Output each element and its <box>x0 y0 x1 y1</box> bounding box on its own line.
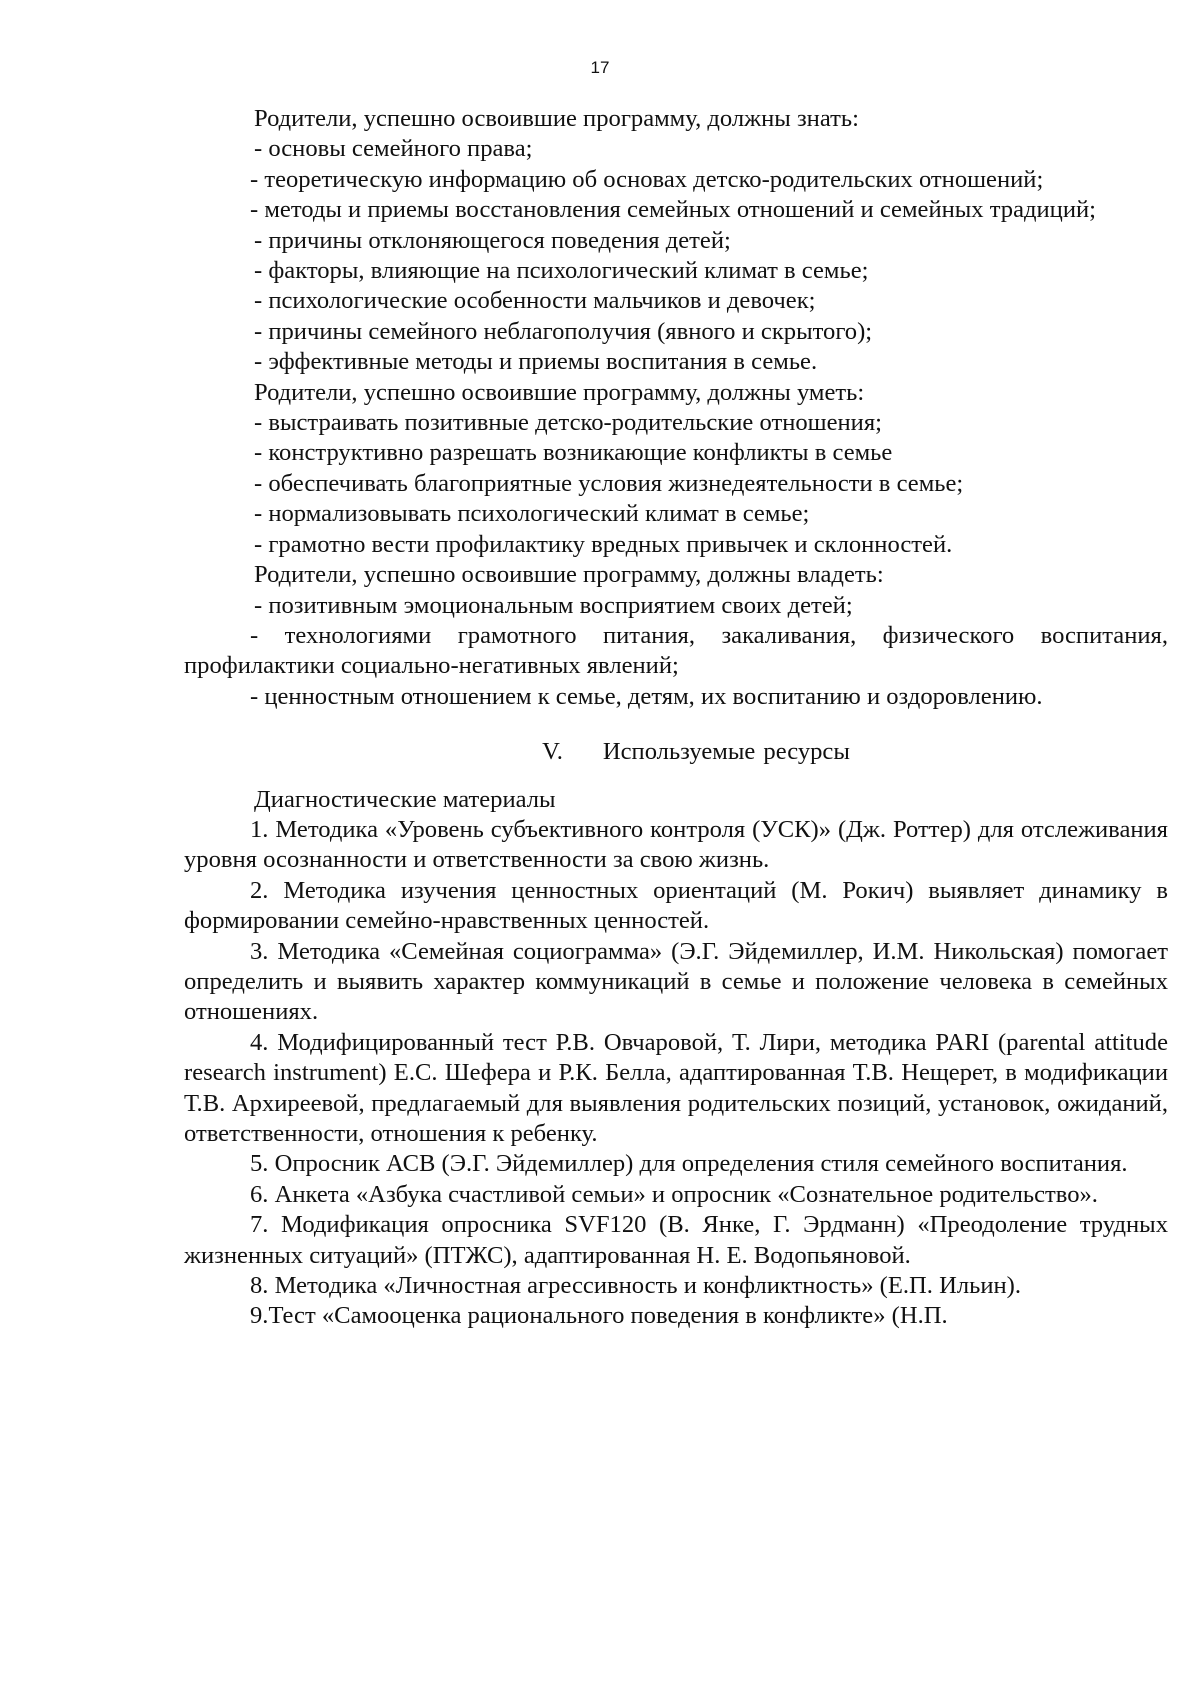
diagnostics-heading: Диагностические материалы <box>254 785 556 813</box>
know-intro: Родители, успешно освоившие программу, должны знать: <box>254 105 859 132</box>
can-intro: Родители, успешно освоившие программу, должны уметь: <box>254 378 865 406</box>
list-item: - факторы, влияющие на психологический климат в семье; <box>254 257 869 285</box>
list-item: - эффективные методы и приемы воспитания в семье. <box>254 348 818 376</box>
section-number: V. <box>542 738 563 766</box>
list-item: - обеспечивать благоприятные условия жизнедеятельности в семье; <box>254 469 964 497</box>
list-item: - позитивным эмоциональным восприятием своих детей; <box>254 591 853 619</box>
diagnostic-item: 5. Опросник АСВ (Э.Г. Эйдемиллер) для определения стиля семейного воспитания. <box>250 1150 1128 1178</box>
list-item: - выстраивать позитивные детско-родительские отношения; <box>254 409 882 437</box>
diagnostic-item: 4. Модифицированный тест Р.В. Овчаровой, Т. Лири, методика PARI (parental attitude research instrument) Е.С. Шефера и Р.К. Белла, адаптированная Т.В. Нещерет, в модификации Т.В. Архиреевой, предлагаемый для выявления родительских позиций, установок, ожиданий, ответственности, отношения к ребенку. <box>184 1028 1168 1147</box>
list-item: - основы семейного права; <box>254 135 533 163</box>
diagnostic-item: 9.Тест «Самооценка рационального поведения в конфликте» (Н.П. <box>250 1302 948 1330</box>
diagnostic-item: 7. Модификация опросника SVF120 (В. Янке, Г. Эрдманн) «Преодоление трудных жизненных ситуаций» (ПТЖС), адаптированная Н. Е. Водопьяновой. <box>184 1211 1168 1269</box>
page-body <box>184 104 1168 1332</box>
page-number: 17 <box>590 58 610 77</box>
diagnostic-item: 2. Методика изучения ценностных ориентаций (М. Рокич) выявляет динамику в формировании семейно-нравственных ценностей. <box>184 876 1168 935</box>
section-heading <box>184 737 1168 767</box>
list-item: - методы и приемы восстановления семейных отношений и семейных традиций; <box>250 196 1096 224</box>
diagnostic-item: 6. Анкета «Азбука счастливой семьи» и опросник «Сознательное родительство». <box>250 1180 1098 1208</box>
section-title: Используемые ресурсы <box>602 738 850 766</box>
diagnostic-item: 8. Методика «Личностная агрессивность и конфликтность» (Е.П. Ильин). <box>250 1272 1022 1300</box>
list-item: - причины отклоняющегося поведения детей; <box>254 226 731 254</box>
list-item: - психологические особенности мальчиков и девочек; <box>254 287 816 315</box>
list-item: - причины семейного неблагополучия (явного и скрытого); <box>254 317 873 345</box>
diagnostic-item: 1. Методика «Уровень субъективного контроля (УСК)» (Дж. Роттер) для отслеживания уровня осознанности и ответственности за свою жизнь. <box>184 815 1168 874</box>
master-intro: Родители, успешно освоившие программу, должны владеть: <box>254 561 884 589</box>
list-item: - ценностным отношением к семье, детям, их воспитанию и оздоровлению. <box>250 682 1043 710</box>
list-item: - грамотно вести профилактику вредных привычек и склонностей. <box>254 530 953 558</box>
list-item: - нормализовывать психологический климат в семье; <box>254 500 810 528</box>
list-item: - теоретическую информацию об основах детско-родительских отношений; <box>250 165 1044 193</box>
list-item: - конструктивно разрешать возникающие конфликты в семье <box>254 439 893 467</box>
list-item: - технологиями грамотного питания, закаливания, физического воспитания, профилактики социально-негативных явлений; <box>184 621 1168 680</box>
diagnostic-item: 3. Методика «Семейная социограмма» (Э.Г. Эйдемиллер, И.М. Никольская) помогает определить и выявить характер коммуникаций в семье и положение человека в семейных отношениях. <box>184 937 1168 1026</box>
